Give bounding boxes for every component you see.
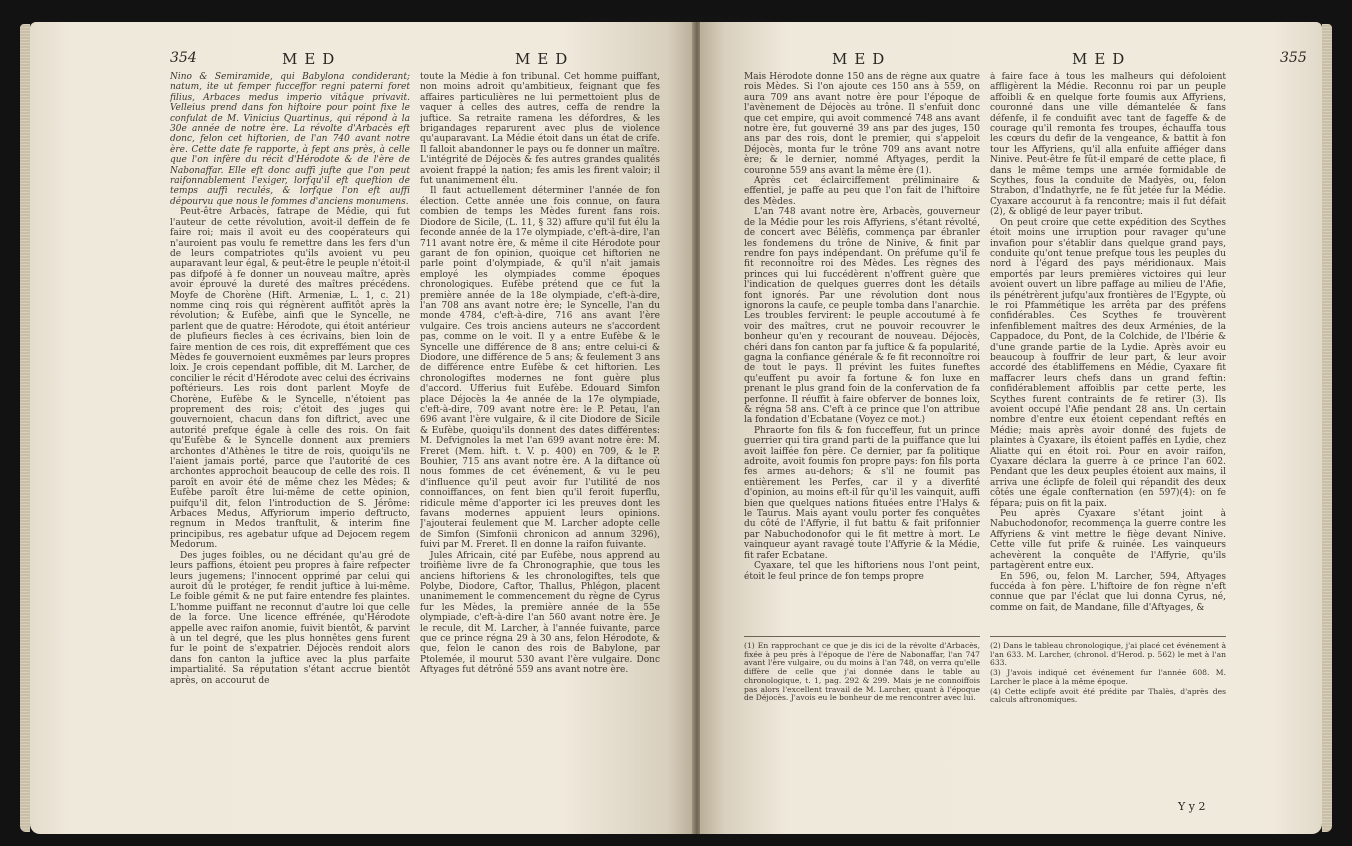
left-running-head-right: MED: [515, 50, 575, 68]
paragraph: L'an 748 avant notre ère, Arbacès, gouverneur de la Médie pour les rois Affyriens, s'étant révolté, de concert avec Bélèfis, commença par ébranler les fondemens du trône de Ninive, & finit par rendre fon pays indépendant. On préfume qu'il fe fit reconnoître roi des Mèdes. Les règnes des princes qui lui fuccédèrent n'offrent guère que l'indication de quelques guerres dont les détails font ignorés. Par une révolution dont nous ignorons la caufe, ce peuple tomba dans l'anarchie. Les troubles fervirent: le peuple accoutumé à fe voir des maîtres, crut ne pouvoir recouvrer le bonheur qu'en y recourant de nouveau. Déjocès, chéri dans fon canton par fa juftice & fa popularité, gagna la confiance générale & fe fit reconnoître roi de tout le pays. Il prévint les fuites funeftes qu'euffent pu avoir fa fortune & fon luxe en prenant le plus grand foin de la confervation de fa perfonne. Il réuffit à faire obferver de bonnes loix, & régna 58 ans. C'eft à ce prince que l'on attribue la fondation d'Ecbatane (Voyez ce mot.): [744, 207, 980, 426]
paragraph: Il faut actuellement déterminer l'année de fon élection. Cette année une fois connue, on faura combien de temps les Mèdes furent fans rois. Diodore de Sicile, (L. 11, § 32) affure qu'il fut élu la feconde année de la 17e olympiade, c'eft-à-dire, l'an 711 avant notre ère, & même il cite Hérodote pour garant de fon opinion, quoique cet hiftorien ne parle point d'olympiade, & qu'il n'ait jamais employé les olympiades comme époques chronologiques. Eufèbe prétend que ce fut la première année de la 18e olympiade, c'eft-à-dire, l'an 708 ans avant notre ère; le Syncelle, l'an du monde 4784, c'eft-à-dire, 716 ans avant l'ère vulgaire. Ces trois anciens auteurs ne s'accordent pas, comme on le voit. Il y a entre Eufèbe & le Syncelle une différence de 8 ans; entre celui-ci & Diodore, une différence de 5 ans; & feulement 3 ans de différence entre Eufèbe & cet hiftorien. Les chronologiftes modernes ne font guère plus d'accord. Ufferius fuit Eufèbe. Edouard Simfon place Déjocès la 4e année de la 17e olympiade, c'eft-à-dire, 709 avant notre ère: le P. Petau, l'an 696 avant l'ère vulgaire, & il cite Diodore de Sicile & Eufèbe, quoiqu'ils donnent des dates différentes: M. Defvignoles la met l'an 699 avant notre ère: M. Freret (Mem. hift. t. V. p. 400) en 709, & le P. Bouhier, 715 ans avant notre ère. A la diftance où nous fommes de cet événement, & vu le peu d'influence qu'il peut avoir fur l'utilité de nos connoiffances, on fent bien qu'il feroit fuperflu, ridicule même d'apporter ici les preuves dont les favans modernes appuient leurs opinions. J'ajouterai feulement que M. Larcher adopte celle de Simfon (Simfonii chronicon ad annum 3296), fuivi par M. Freret. Il en donne la raifon fuivante.: [420, 186, 660, 551]
signature-mark: Y y 2: [1178, 800, 1206, 813]
left-page-column-1: [170, 72, 410, 827]
footnote: (1) En rapprochant ce que je dis ici de la révolte d'Arbacès, fixée à peu près à l'époque de l'ère de Nabonaffar, l'an 747 avant l'ère vulgaire, ou du moins à l'an 748, on verra qu'elle diffère de celle que j'ai donnée dans le table au chronologique, t. 1, pag. 292 & 299. Mais je ne connoiffois pas alors l'excellent travail de M. Larcher, quant à l'époque de Déjocès. J'avois eu le bonheur de me rencontrer avec lui.: [744, 642, 980, 703]
paragraph: Nino & Semiramide, qui Babylona condiderant; natum, ite ut femper fucceffor regni paterni foret filius, Arbaces medus imperio vitâque privavit. Velleius prend dans fon hiftoire pour point fixe le confulat de M. Vinicius Quartinus, qui répond à la 30e année de notre ère. La révolte d'Arbacès eft donc, felon cet hiftorien, de l'an 740 avant notre ère. Cette date fe rapporte, à fept ans près, à celle que l'on infère du récit d'Hérodote & de l'ère de Nabonaffar. Elle eft donc auffi jufte que l'on peut raifonnablement l'exiger, lorfqu'il eft queftion de temps auffi reculés, & lorfque l'on eft auffi dépourvu que nous le fommes d'anciens monumens.: [170, 72, 410, 207]
paragraph: toute la Médie à fon tribunal. Cet homme puiffant, non moins adroit qu'ambitieux, feignant que fes affaires particulières ne lui permettoient plus de vaquer à celles des autres, ceffa de rendre la juftice. Sa retraite ramena les défordres, & les brigandages reparurent avec plus de violence qu'auparavant. La Médie étoit dans un état de crife. Il falloit abandonner le pays ou fe donner un maître. L'intégrité de Déjocès & fes autres grandes qualités avoient frappé la nation; fes amis les firent valoir; il fut unanimement élu.: [420, 72, 660, 187]
right-page-footnotes-col2: [990, 642, 1226, 792]
paragraph: Jules Africain, cité par Eufèbe, nous apprend au troifième livre de fa Chronographie, que tous les anciens hiftoriens & les chronologiftes, tels que Polybe, Diodore, Caftor, Thallus, Phlégon, placent unanimement le commencement du règne de Cyrus fur les Mèdes, la première année de la 55e olympiade, c'eft-à-dire l'an 560 avant notre ère. Je le recule, dit M. Larcher, à l'année fuivante, parce que ce prince régna 29 à 30 ans, felon Hérodote, & que, felon le canon des rois de Babylone, par Ptolemée, il mourut 530 avant l'ère vulgaire. Donc Aftyages fut détrôné 559 ans avant notre ère.: [420, 550, 660, 676]
right-page-edges: [1322, 24, 1332, 832]
paragraph: Des juges foibles, ou ne décidant qu'au gré de leurs paffions, étoient peu propres à faire refpecter leurs jugemens; l'innocent opprimé par celui qui auroit dû le protéger, fe rendit juftice à lui-même. Le foible gémit & ne put faire entendre fes plaintes. L'homme puiffant ne reconnut d'autre loi que celle de la force. Une licence effrénée, qu'Hérodote appelle avec raifon anomie, fuivit bientôt, & parvint à un tel degré, que les plus honnêtes gens furent fur le point de s'expatrier. Déjocès rendoit alors dans fon canton la juftice avec la plus parfaite impartialité. Sa réputation s'étant accrue bientôt après, on accourut de: [170, 550, 410, 686]
right-running-head-left: MED: [832, 50, 892, 68]
paragraph: Peut-être Arbacès, fatrape de Médie, qui fut l'auteur de cette révolution, avoit-il deffein de fe faire roi; mais il avoit eu des coopérateurs qui n'auroient pas voulu fe remettre dans les fers d'un de leurs compatriotes qu'ils avoient vu peu auparavant leur égal, & peut-être le peuple n'étoit-il pas difpofé à fe donner un nouveau maître, après avoir éprouvé la dureté des maîtres précédens. Moyfe de Chorène (Hift. Armeniæ, L. 1, c. 21) nomme cinq rois qui régnèrent auffitôt après la révolution; & Eufèbe, ainfi que le Syncelle, ne parlent que de quatre: Hérodote, qui étoit antérieur de plufieurs fiecles à ces écrivains, bien loin de faire mention de ces rois, dit expreffément que ces Mèdes fe gouvernoient euxmêmes par leurs propres loix. Je crois cependant poffible, dit M. Larcher, de concilier le récit d'Hérodote avec celui des écrivains poftérieurs. Les rois dont parlent Moyfe de Chorène, Eufèbe & le Syncelle, n'étoient pas proprement des rois; c'étoit des juges qui gouvernoient, chacun dans fon diftrict, avec une autorité prefque égale à celle des rois. On fait qu'Eufèbe & le Syncelle donnent aux premiers archontes d'Athènes le titre de rois, quoiqu'ils ne l'aient jamais porté, parce que l'autorité de ces archontes approchoit beaucoup de celle des rois. Il paroît en avoir été de même chez les Mèdes; & Eufèbe paroît être lui-même de cette opinion, puifqu'il dit, felon l'introduction de S. Jérôme: Arbaces Medus, Affyriorum imperio deftructo, regnum in Medos tranftulit, & interim fine principibus, res agebatur ufque ad Dejocem regem Medorum.: [170, 207, 410, 551]
left-running-head-left: MED: [282, 50, 342, 68]
right-running-head-right: MED: [1072, 50, 1132, 68]
paragraph: Après cet éclairciffement préliminaire & effentiel, je paffe au peu que l'on fait de l'hiftoire des Mèdes.: [744, 176, 980, 207]
right-page-footnotes-col1: [744, 642, 980, 832]
left-page-number: 354: [170, 50, 197, 66]
left-page: [30, 22, 694, 834]
left-page-column-2: [420, 72, 660, 827]
right-page-column-1: [744, 72, 980, 632]
footnote: (2) Dans le tableau chronologique, j'ai placé cet événement à l'an 633. M. Larcher, (chronol. d'Herod. p. 562) le met à l'an 633.: [990, 642, 1226, 668]
paragraph: Peu après Cyaxare s'étant joint à Nabuchodonofor, recommença la guerre contre les Affyriens & vint mettre le fiège devant Ninive. Cette ville fut prife & ruinée. Les vainqueurs achevèrent la conquête de l'Affyrie, qu'ils partagèrent entre eux.: [990, 509, 1226, 572]
paragraph: En 596, ou, felon M. Larcher, 594, Aftyages fuccéda à fon père. L'hiftoire de fon règne n'eft connue que par l'éclat que lui donna Cyrus, né, comme on fait, de Mandane, fille d'Aftyages, &: [990, 571, 1226, 613]
paragraph: Phraorte fon fils & fon fucceffeur, fut un prince guerrier qui tira grand parti de la puiffance que lui avoit laiffée fon père. Ce dernier, par fa politique adroite, avoit foumis fon propre pays: fon fils porta fes armes au-dehors; & s'il ne foumit pas entièrement les Perfes, car il y a diverfité d'opinion, au moins eft-il fûr qu'il les vainquit, auffi bien que quelques nations fituées entre l'Halys & le Taurus. Mais ayant voulu porter fes conquêtes du côté de l'Affyrie, il fut battu & fait prifonnier par Nabuchodonofor qui le fit mettre à mort. Le vainqueur ayant ravagé toute l'Affyrie & la Médie, fit rafer Ecbatane.: [744, 425, 980, 561]
footnote: (4) Cette eclipfe avoit été prédite par Thalès, d'après des calculs aftronomiques.: [990, 686, 1226, 705]
right-page-column-2: [990, 72, 1226, 632]
left-page-edges: [20, 24, 30, 832]
footnote-rule: [744, 636, 980, 637]
footnote: (3) J'avois indiqué cet événement fur l'année 608. M. Larcher le place à la même époque.: [990, 668, 1226, 686]
paragraph: à faire face à tous les malheurs qui défoloient affligèrent la Médie. Reconnu roi par un peuple affoibli & en quelque forte foumis aux Affyriens, couronné dans une ville démantelée & fans défenfe, il fe conduifit avec tant de fageffe & de courage qu'il remonta fes troupes, échauffa tous les cœurs du defir de la vengeance, & battit à fon tour les Affyriens, qu'il alla enfuite affiéger dans Ninive. Peut-être fe fût-il emparé de cette place, fi dans le même temps une armée formidable de Scythes, fous la conduite de Madyès, ou, felon Strabon, d'Indathyrfe, ne fe fût jetée fur la Médie. Cyaxare accourut à fa rencontre; mais il fut défait (2), & obligé de leur payer tribut.: [990, 72, 1226, 218]
paragraph: Cyaxare, tel que les hiftoriens nous l'ont peint, étoit le feul prince de fon temps propre: [744, 561, 980, 582]
footnote-rule: [990, 636, 1226, 637]
right-page-number: 355: [1280, 50, 1307, 66]
right-page: [700, 22, 1322, 834]
paragraph: Mais Hérodote donne 150 ans de règne aux quatre rois Mèdes. Si l'on ajoute ces 150 ans à 559, on aura 709 ans avant notre ère pour l'époque de l'avènement de Déjocès au trône. Il s'enfuit donc que cet empire, qui avoit commencé 748 ans avant notre ère, fut gouverné 39 ans par des juges, 150 ans par des rois, dont le premier, qui s'appeloit Déjocès, monta fur le trône 709 ans avant notre ère; & le dernier, nommé Aftyages, perdit la couronne 559 ans avant la même ère (1).: [744, 72, 980, 176]
paragraph: On peut croire que cette expédition des Scythes étoit moins une irruption pour ravager qu'une invafion pour s'établir dans quelque grand pays, conduite qu'ont tenue prefque tous les peuples du nord à l'égard des pays méridionaux. Mais emportés par leurs premières victoires qui leur avoient ouvert un libre paffage au milieu de l'Afie, ils pénétrèrent jufqu'aux frontières de l'Egypte, où le roi Pfammétique les arrêta par des préfens confidérables. Ces Scythes fe trouvèrent infenfiblement maîtres des deux Arménies, de la Cappadoce, du Pont, de la Colchide, de l'Ibérie & d'une grande partie de la Lydie. Après avoir eu beaucoup à fouffrir de leur part, & leur avoir accordé des établiffemens en Médie, Cyaxare fit maffacrer leurs chefs dans un grand feftin: confidérablement affoiblis par cette perte, les Scythes furent contraints de fe retirer (3). Ils avoient occupé l'Afie pendant 28 ans. Un certain nombre d'entre eux étoient cependant reftés en Médie; mais après avoir donné des fujets de plaintes à Cyaxare, ils étoient paffés en Lydie, chez Aliatte qui en étoit roi. Pour en avoir raifon, Cyaxare déclara la guerre à ce prince l'an 602. Pendant que les deux peuples étoient aux mains, il arriva une éclipfe de foleil qui répandit des deux côtés une égale confternation (en 597)(4): on fe fépara; puis on fit la paix.: [990, 217, 1226, 509]
